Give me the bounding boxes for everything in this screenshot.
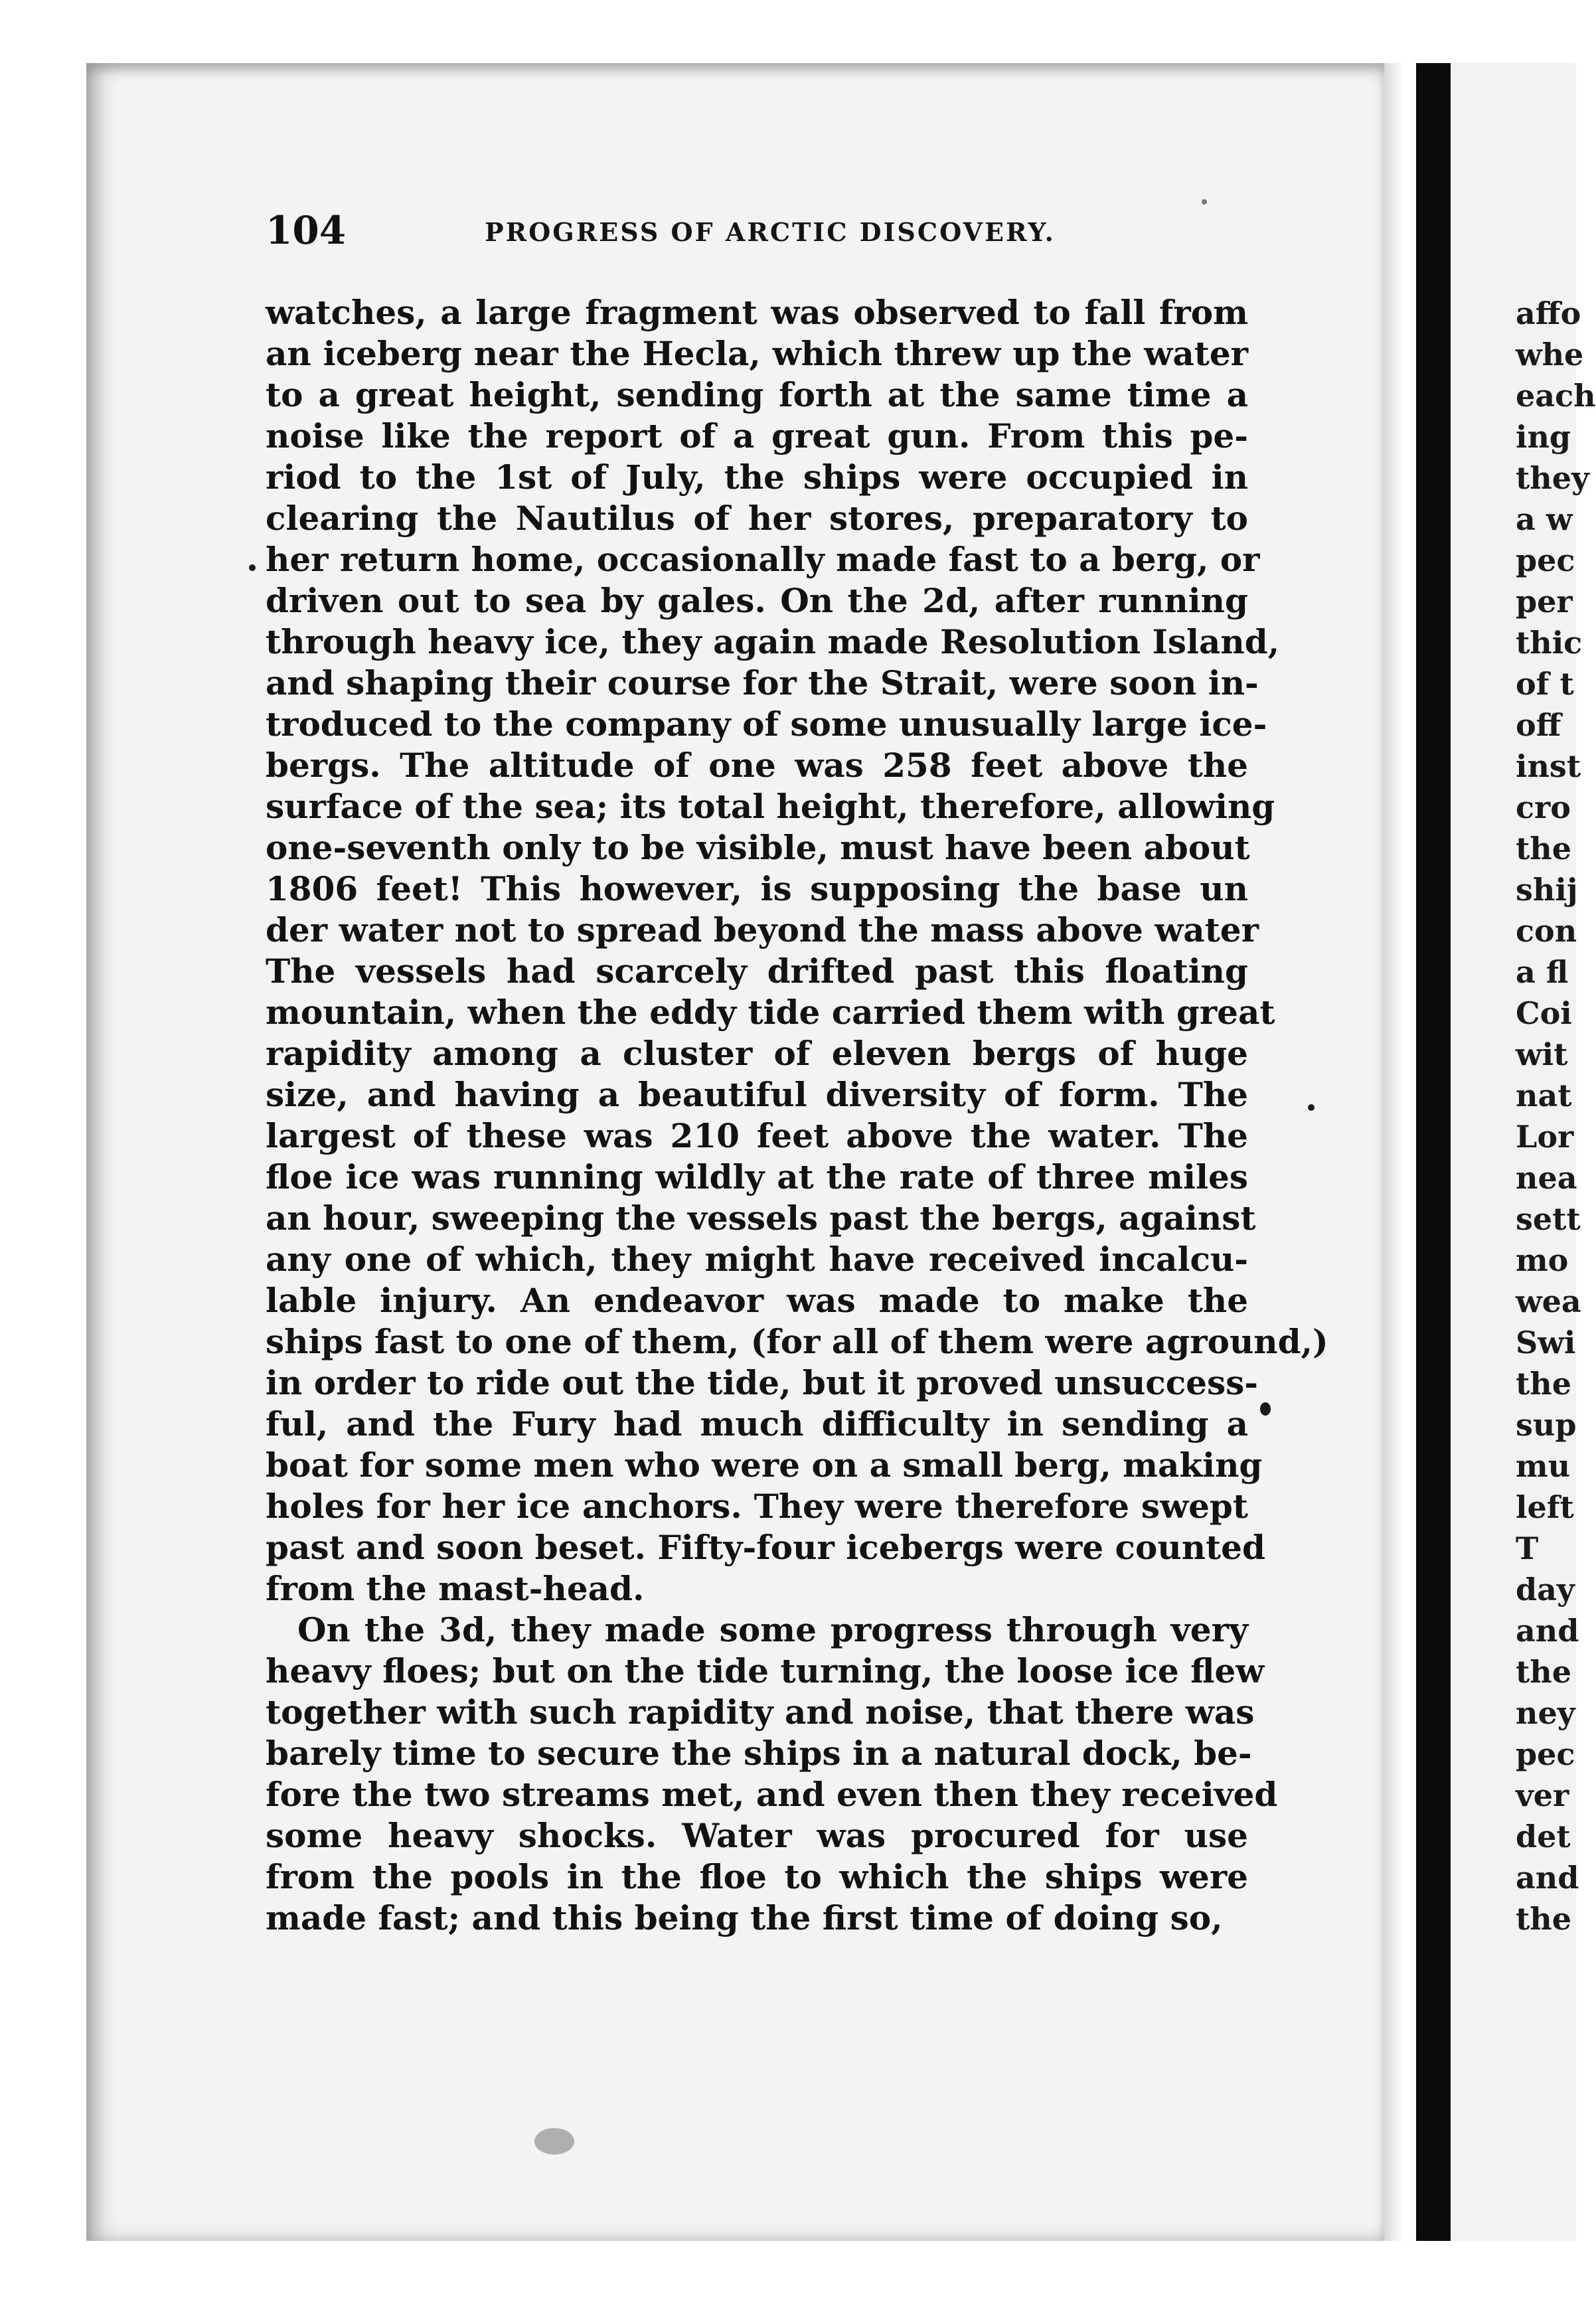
text-line: boat for some men who were on a small berg, making [266,1445,1263,1485]
ink-blot [249,564,256,571]
ink-blot [1308,1104,1315,1111]
scan-speck [1202,199,1207,205]
facing-page-word-fragment: the [1516,1366,1571,1402]
text-line: watches, a large fragment was observed to fall from [266,293,1248,332]
facing-page-word-fragment: of t [1516,666,1574,702]
text-line: barely time to secure the ships in a natural dock, be- [266,1734,1252,1773]
facing-page-word-fragment: ney [1516,1695,1575,1731]
text-line: one-seventh only to be visible, must have been about [266,828,1250,867]
text-line: from the mast-head. [266,1569,645,1608]
facing-page-word-fragment: whe [1516,337,1584,372]
text-line: to a great height, sending forth at the same time a [266,375,1248,414]
page-header [266,208,1248,261]
facing-page-word-fragment: sup [1516,1407,1577,1443]
facing-page-word-fragment: ver [1516,1777,1569,1813]
text-line: holes for her ice anchors. They were therefore swept [266,1487,1248,1526]
facing-page-word-fragment: the [1516,831,1571,866]
facing-page-word-fragment: shij [1516,872,1578,908]
text-line: lable injury. An endeavor was made to make the [266,1281,1248,1320]
book-gutter [1416,63,1451,2241]
text-line: an iceberg near the Hecla, which threw up the water [266,334,1248,373]
ink-blot [1260,1402,1271,1416]
text-line: her return home, occasionally made fast to a berg, or [266,540,1260,579]
facing-page-word-fragment: wit [1516,1036,1568,1072]
text-line: clearing the Nautilus of her stores, preparatory to [266,499,1248,538]
facing-page-word-fragment: det [1516,1819,1571,1854]
facing-page-word-fragment: mu [1516,1448,1571,1484]
text-line: riod to the 1st of July, the ships were occupied in [266,457,1248,497]
facing-page-word-fragment: the [1516,1901,1571,1937]
facing-page-word-fragment: each [1516,378,1596,414]
scan-speck [534,2128,574,2155]
facing-page-fragment [1451,63,1596,2241]
text-line: On the 3d, they made some progress through very [297,1610,1248,1649]
page-edge [1384,63,1416,2241]
facing-page-word-fragment: mo [1516,1242,1569,1278]
text-line: surface of the sea; its total height, therefore, allowing [266,787,1275,826]
text-line: an hour, sweeping the vessels past the bergs, against [266,1198,1256,1238]
facing-page-word-fragment: and [1516,1860,1579,1896]
facing-page-word-fragment: pec [1516,542,1575,578]
facing-page-word-fragment: the [1516,1654,1571,1690]
text-line: largest of these was 210 feet above the water. The [266,1116,1248,1155]
text-line: ful, and the Fury had much difficulty in sending a [266,1404,1248,1443]
facing-page-word-fragment: nat [1516,1078,1572,1113]
text-line: from the pools in the floe to which the ships were [266,1857,1248,1896]
facing-page-word-fragment: per [1516,584,1573,619]
facing-page-word-fragment: they [1516,460,1589,496]
text-line: fore the two streams met, and even then they received [266,1775,1278,1814]
text-line: floe ice was running wildly at the rate of three miles [266,1157,1248,1196]
text-line: past and soon beset. Fifty-four icebergs were counted [266,1528,1265,1567]
facing-page-word-fragment: day [1516,1572,1575,1607]
text-line: 1806 feet! This however, is supposing the base un [266,869,1248,908]
text-line: der water not to spread beyond the mass above water [266,910,1259,949]
body-text [266,292,1328,1939]
facing-page-word-fragment: T [1516,1530,1539,1566]
text-line: rapidity among a cluster of eleven bergs of huge [266,1034,1248,1073]
text-line: made fast; and this being the first time of doing so, [266,1898,1223,1937]
page-number: 104 [266,208,347,253]
facing-page-word-fragment: Coi [1516,995,1572,1031]
text-line: ships fast to one of them, (for all of them were aground,) [266,1322,1328,1361]
facing-page-word-fragment: a fl [1516,954,1569,990]
facing-page-word-fragment: sett [1516,1201,1581,1237]
facing-page-word-fragment: a w [1516,501,1573,537]
text-line: noise like the report of a great gun. From this pe- [266,416,1248,455]
facing-page-word-fragment: off [1516,707,1561,743]
text-line: driven out to sea by gales. On the 2d, after running [266,581,1248,620]
text-line: through heavy ice, they again made Resolution Island, [266,622,1280,661]
text-line: bergs. The altitude of one was 258 feet above the [266,746,1248,785]
facing-page-word-fragment: con [1516,913,1577,949]
facing-page-word-fragment: wea [1516,1283,1581,1319]
text-line: troduced to the company of some unusually large ice- [266,704,1267,744]
text-line: any one of which, they might have received incalcu- [266,1240,1248,1279]
facing-page-word-fragment: ing [1516,419,1571,455]
text-line: heavy floes; but on the tide turning, the loose ice flew [266,1651,1265,1690]
text-line: and shaping their course for the Strait, were soon in- [266,663,1259,702]
scan-background-left [0,0,86,2300]
facing-page-word-fragment: inst [1516,748,1581,784]
text-line: mountain, when the eddy tide carried them with great [266,993,1275,1032]
facing-page-word-fragment: thic [1516,625,1583,661]
facing-page-word-fragment: Swi [1516,1325,1576,1360]
text-line: The vessels had scarcely drifted past this floating [266,951,1248,991]
running-title: PROGRESS OF ARCTIC DISCOVERY. [485,217,1056,247]
facing-page-word-fragment: Lor [1516,1119,1574,1155]
facing-page-word-fragment: left [1516,1489,1574,1525]
scan-background-top [0,0,1576,63]
text-line: together with such rapidity and noise, that there was [266,1692,1255,1732]
text-line: in order to ride out the tide, but it proved unsuccess- [266,1363,1259,1402]
facing-page-word-fragment: and [1516,1613,1579,1649]
text-line: some heavy shocks. Water was procured for use [266,1816,1248,1855]
facing-page-word-fragment: pec [1516,1736,1575,1772]
text-line: size, and having a beautiful diversity of form. The [266,1075,1248,1114]
facing-page-word-fragment: cro [1516,789,1571,825]
facing-page-word-fragment: affo [1516,295,1581,331]
facing-page-word-fragment: nea [1516,1160,1577,1196]
